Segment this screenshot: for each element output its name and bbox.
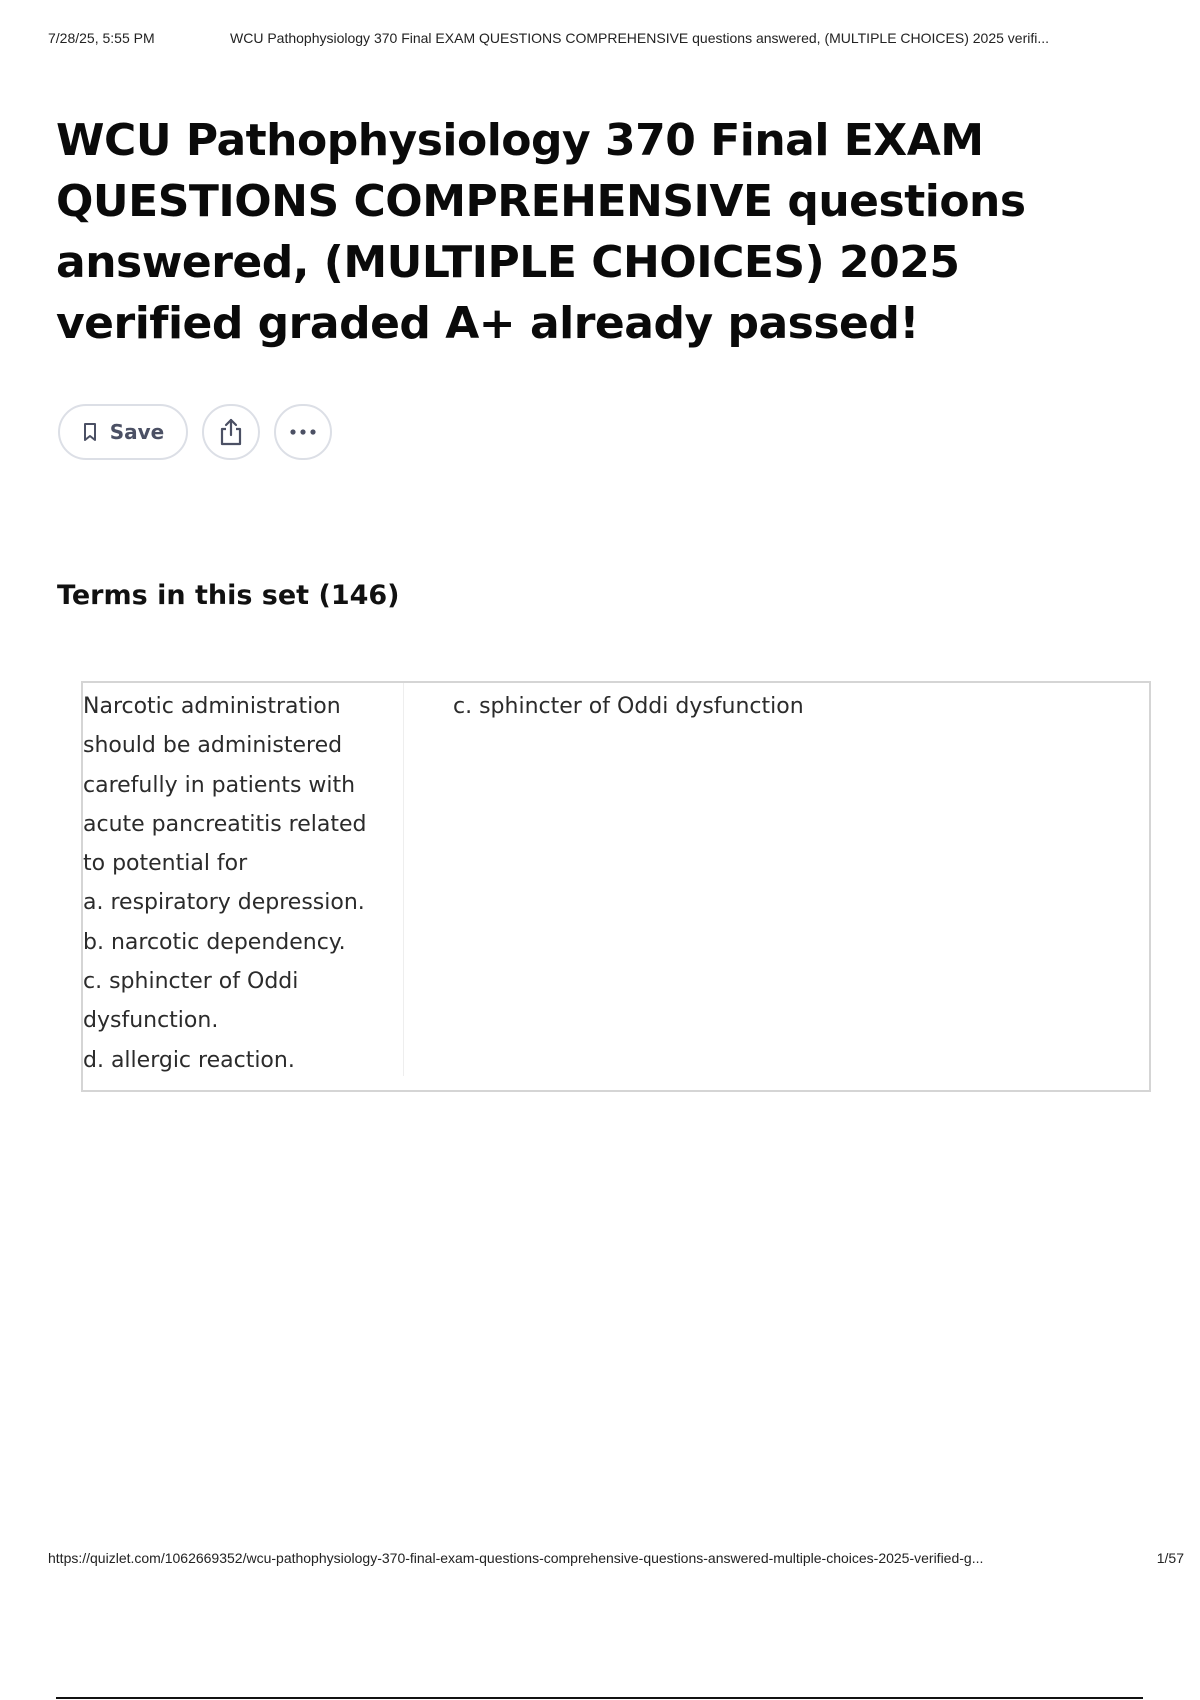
term-line: a. respiratory depression. bbox=[83, 890, 365, 916]
print-document-title: WCU Pathophysiology 370 Final EXAM QUESTIONS COMPREHENSIVE questions answered, (MULTIPLE CHOICES) 2025 verifi... bbox=[230, 30, 1050, 46]
print-footer bbox=[48, 1550, 1184, 1570]
page-number: 1/57 bbox=[1156, 1550, 1184, 1566]
term-card bbox=[81, 681, 1151, 1092]
terms-heading: Terms in this set (146) bbox=[57, 580, 400, 611]
term-line: c. sphincter of Oddi bbox=[83, 969, 299, 995]
page-title: WCU Pathophysiology 370 Final EXAM QUESTIONS COMPREHENSIVE questions answered, (MULTIPLE CHOICES) 2025 verified graded A+ already passed! bbox=[56, 115, 1026, 349]
term-card-divider bbox=[403, 683, 404, 1076]
share-button[interactable] bbox=[202, 404, 260, 460]
term-line: to potential for bbox=[83, 851, 248, 877]
bottom-divider bbox=[56, 1697, 1143, 1699]
print-url: https://quizlet.com/1062669352/wcu-pathophysiology-370-final-exam-questions-comprehensive-questions-answered-multiple-choices-2025-verified-g... bbox=[48, 1550, 984, 1566]
term-line: should be administered bbox=[83, 733, 343, 759]
more-horizontal-icon bbox=[289, 428, 317, 436]
term-line: acute pancreatitis related bbox=[83, 811, 367, 837]
term-line: b. narcotic dependency. bbox=[83, 929, 346, 955]
save-button-label: Save bbox=[109, 420, 165, 444]
bookmark-icon bbox=[82, 422, 98, 442]
term-line: carefully in patients with bbox=[83, 772, 356, 798]
definition-text: c. sphincter of Oddi dysfunction bbox=[453, 694, 804, 719]
term-text bbox=[83, 687, 393, 1080]
term-line: d. allergic reaction. bbox=[83, 1047, 295, 1073]
print-header bbox=[48, 30, 1176, 50]
term-line: dysfunction. bbox=[83, 1008, 219, 1034]
share-icon bbox=[218, 417, 244, 447]
more-options-button[interactable] bbox=[274, 404, 332, 460]
term-line: Narcotic administration bbox=[83, 694, 341, 719]
save-button[interactable] bbox=[58, 404, 188, 460]
print-datetime: 7/28/25, 5:55 PM bbox=[48, 30, 155, 46]
